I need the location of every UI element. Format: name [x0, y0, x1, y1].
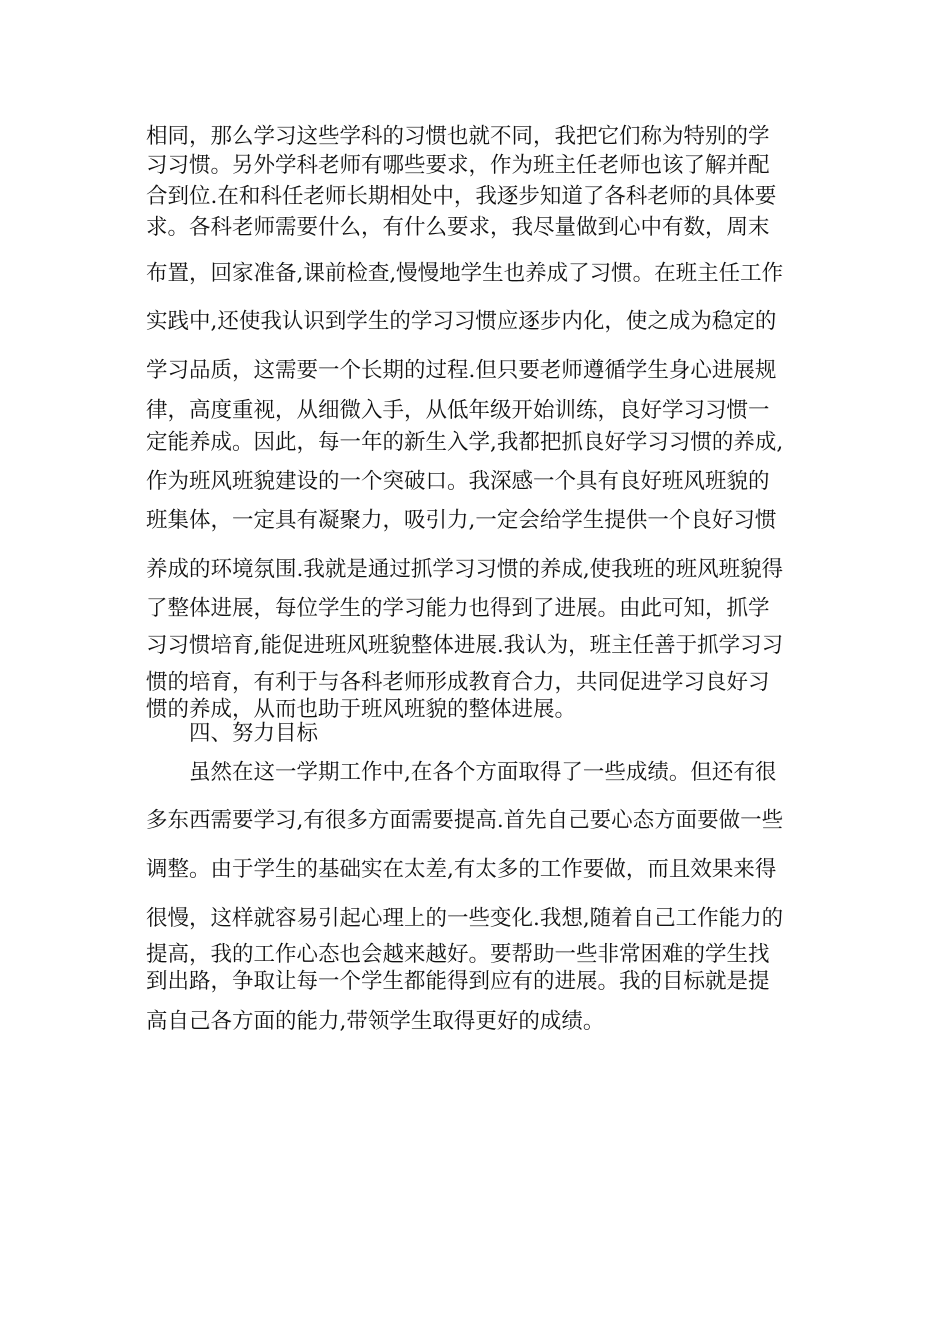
text-line: 高自己各方面的能力,带领学生取得更好的成绩。: [146, 1009, 605, 1034]
text-line: 了整体进展，每位学生的学习能力也得到了进展。由此可知，抓学: [146, 596, 770, 621]
text-line: 求。各科老师需要什么，有什么要求，我尽量做到心中有数，周末: [146, 215, 770, 240]
text-line: 虽然在这一学期工作中,在各个方面取得了一些成绩。但还有很: [189, 760, 777, 785]
text-line: 学习品质，这需要一个长期的过程.但只要老师遵循学生身心进展规: [146, 358, 777, 383]
text-line: 相同，那么学习这些学科的习惯也就不同，我把它们称为特别的学: [146, 124, 770, 149]
text-line: 律，高度重视，从细微入手，从低年级开始训练，良好学习习惯一: [146, 398, 770, 423]
text-line: 很慢，这样就容易引起心理上的一些变化.我想,随着自己工作能力的: [146, 906, 784, 931]
text-line: 布置，回家准备,课前检查,慢慢地学生也养成了习惯。在班主任工作: [146, 261, 784, 286]
text-line: 养成的环境氛围.我就是通过抓学习习惯的养成,使我班的班风班貌得: [146, 557, 784, 582]
text-line: 习习惯培育,能促进班风班貌整体进展.我认为，班主任善于抓学习习: [146, 633, 784, 658]
text-line: 多东西需要学习,有很多方面需要提高.首先自己要心态方面要做一些: [146, 808, 784, 833]
text-line: 班集体，一定具有凝聚力，吸引力,一定会给学生提供一个良好习惯: [146, 508, 777, 533]
text-line: 惯的养成，从而也助于班风班貌的整体进展。: [146, 697, 577, 722]
text-line: 习习惯。另外学科老师有哪些要求，作为班主任老师也该了解并配: [146, 153, 770, 178]
text-line: 惯的培育，有利于与各科老师形成教育合力，共同促进学习良好习: [146, 670, 770, 695]
text-line: 合到位.在和科任老师长期相处中，我逐步知道了各科老师的具体要: [146, 184, 777, 209]
text-line: 作为班风班貌建设的一个突破口。我深感一个具有良好班风班貌的: [146, 469, 770, 494]
text-line: 提高，我的工作心态也会越来越好。要帮助一些非常困难的学生找: [146, 942, 770, 967]
section-heading: 四、努力目标: [189, 721, 319, 746]
text-line: 到出路，争取让每一个学生都能得到应有的进展。我的目标就是提: [146, 969, 770, 994]
text-line: 定能养成。因此，每一年的新生入学,我都把抓良好学习习惯的养成,: [146, 430, 784, 455]
text-line: 实践中,还使我认识到学生的学习习惯应逐步内化，使之成为稳定的: [146, 309, 777, 334]
text-line: 调整。由于学生的基础实在太差,有太多的工作要做，而且效果来得: [146, 857, 777, 882]
